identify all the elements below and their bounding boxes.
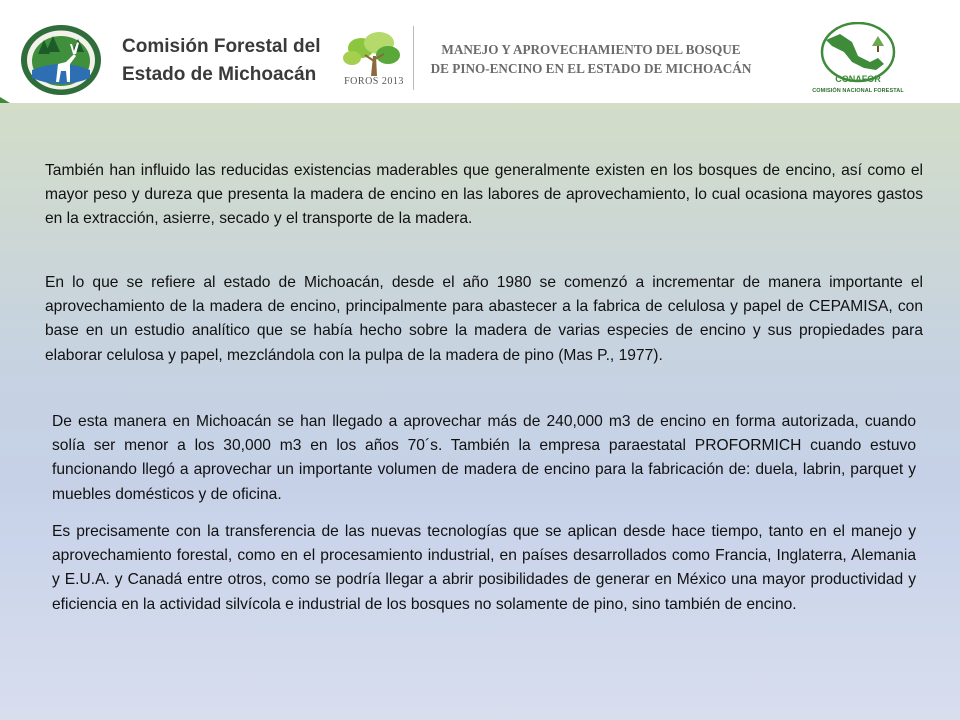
- event-title-line1: MANEJO Y APROVECHAMIENTO DEL BOSQUE: [441, 42, 741, 57]
- slide-header: [0, 0, 960, 103]
- paragraph-3: De esta manera en Michoacán se han llegado a aprovechar más de 240,000 m3 de encino en forma autorizada, cuando solía ser menor a los 30,000 m3 en los años 70´s. También la empresa paraestatal PROFORMICH cuando estuvo funcionando llegó a aprovechar un importante volumen de madera de encino para la fabricación de: duela, labrin, parquet y muebles domésticos y de oficina.: [52, 413, 916, 503]
- org-name-line2: Estado de Michoacán: [122, 64, 317, 85]
- paragraph-1: También han influido las reducidas existencias maderables que generalmente existen en los bosques de encino, así como el mayor peso y dureza que presenta la madera de encino en las labores de aprovechamiento, lo cual ocasiona mayores gastos en la extracción, asierre, secado y el transporte de la madera.: [45, 162, 923, 228]
- paragraph-2: En lo que se refiere al estado de Michoacán, desde el año 1980 se comenzó a incrementar de manera importante el aprovechamiento de la madera de encino, principalmente para abastecer a la fabrica de celulosa y papel de CEPAMISA, con base en un estudio analítico que se había hecho sobre la madera de varias especies de encino y sus propiedades para elaborar celulosa y papel, mezclándola con la pulpa de la madera de pino (Mas P., 1977).: [45, 274, 923, 364]
- conafor-logo-text: CONAFOR: [835, 74, 881, 84]
- conafor-mexico-logo-icon: [818, 22, 898, 84]
- paragraph-4: Es precisamente con la transferencia de las nuevas tecnologías que se aplican desde hace tiempo, tanto en el manejo y aprovechamiento forestal, como en el procesamiento industrial, en países desarrollados como Francia, Inglaterra, Alemania y E.U.A. y Canadá entre otros, como se podría llegar a abrir posibilidades de generar en México una mayor productividad y eficiencia en la actividad silvícola e industrial de los bosques no solamente de pino, sino también de encino.: [52, 523, 916, 613]
- cofom-deer-logo-icon: [20, 24, 102, 96]
- header-divider: [413, 26, 414, 90]
- conafor-subtitle: COMISIÓN NACIONAL FORESTAL: [812, 88, 904, 94]
- event-title-line2: DE PINO-ENCINO EN EL ESTADO DE MICHOACÁN: [430, 61, 752, 76]
- org-name: [122, 33, 322, 89]
- org-name-line1: Comisión Forestal del: [122, 36, 321, 57]
- event-title: [416, 40, 766, 78]
- foros-label: FOROS 2013: [344, 76, 404, 87]
